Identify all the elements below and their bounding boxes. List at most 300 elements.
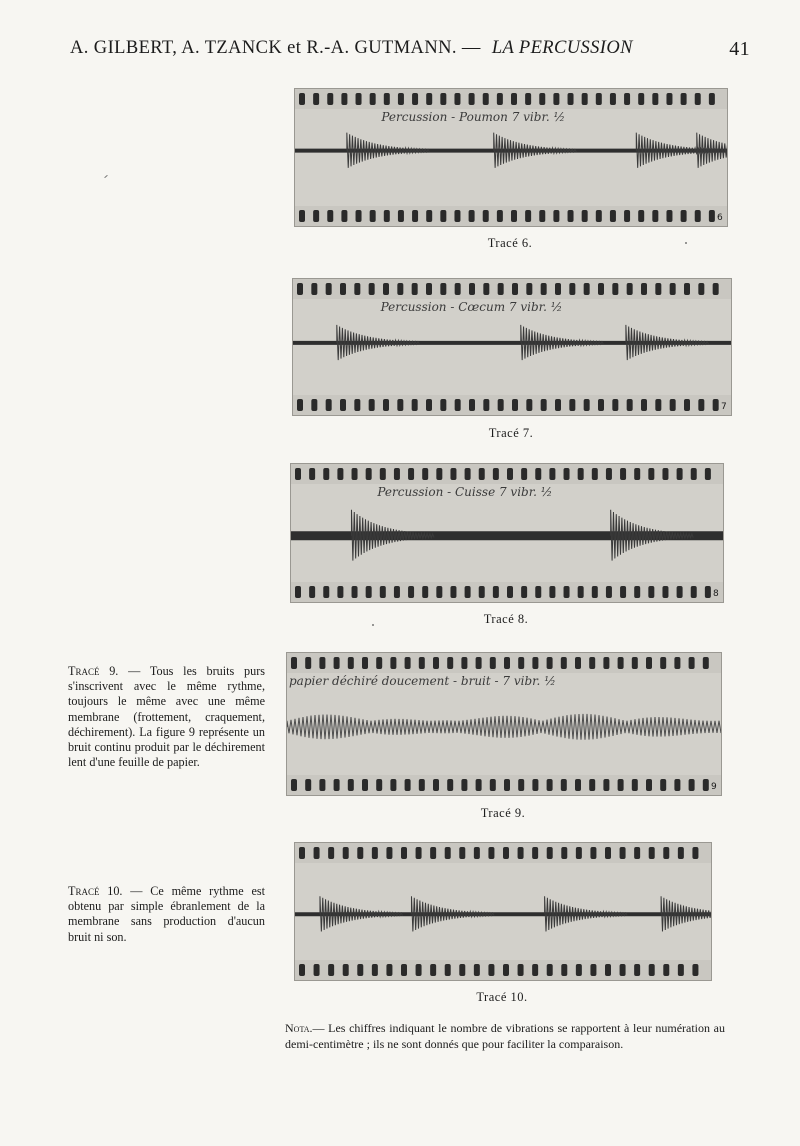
sprocket-hole: [655, 283, 661, 295]
sprocket-hole: [666, 93, 672, 105]
sprocket-hole: [605, 964, 611, 976]
sprocket-hole: [469, 93, 475, 105]
sprocket-hole: [352, 468, 358, 480]
sprocket-hole: [655, 399, 661, 411]
sprocket-hole: [397, 283, 403, 295]
nota-footnote: [285, 1020, 725, 1052]
sprocket-hole: [624, 93, 630, 105]
trace-9-caption: Tracé 9.: [480, 806, 526, 820]
sprocket-hole: [455, 283, 461, 295]
sprocket-hole: [401, 847, 407, 859]
sprocket-hole: [561, 657, 567, 669]
sprocket-hole: [380, 468, 386, 480]
nota-text: — Les chiffres indiquant le nombre de vibrations se rapportent à leur numération au demi-centimètre ; ils ne sont donnés que pour faciliter la comparaison.: [285, 1021, 725, 1051]
sprocket-hole: [309, 586, 315, 598]
sprocket-hole: [526, 399, 532, 411]
running-header: [70, 38, 750, 59]
sprocket-hole: [678, 964, 684, 976]
sprocket-hole: [507, 468, 513, 480]
print-speck: [372, 624, 374, 626]
sprocket-hole: [469, 210, 475, 222]
sprocket-hole: [422, 468, 428, 480]
sprocket-hole: [328, 964, 334, 976]
header-title: LA PERCUSSION: [491, 38, 633, 58]
sprocket-hole: [440, 283, 446, 295]
sprocket-hole: [568, 210, 574, 222]
sprocket-hole: [299, 93, 305, 105]
frame-number: 6: [717, 213, 723, 223]
sprocket-hole: [390, 657, 396, 669]
film-strip-drawing: [295, 89, 727, 226]
sprocket-hole: [465, 468, 471, 480]
sprocket-hole: [291, 657, 297, 669]
frame-number: 7: [721, 402, 727, 412]
sprocket-hole: [436, 586, 442, 598]
sprocket-hole: [465, 586, 471, 598]
sprocket-hole: [705, 468, 711, 480]
sprocket-hole: [341, 93, 347, 105]
sprocket-hole: [354, 283, 360, 295]
sprocket-hole: [497, 210, 503, 222]
sprocket-hole: [440, 399, 446, 411]
sprocket-hole: [447, 779, 453, 791]
trace-9-image: [286, 652, 722, 796]
sprocket-hole: [305, 657, 311, 669]
sprocket-hole: [493, 586, 499, 598]
sprocket-hole: [549, 586, 555, 598]
sprocket-hole: [334, 657, 340, 669]
handwritten-annotation: Percussion - Poumon 7 vibr. ½: [381, 110, 566, 124]
sprocket-hole: [646, 657, 652, 669]
sprocket-hole: [426, 399, 432, 411]
sprocket-hole: [709, 93, 715, 105]
sprocket-hole: [474, 964, 480, 976]
sprocket-hole: [440, 93, 446, 105]
sprocket-hole: [541, 399, 547, 411]
sprocket-hole: [314, 847, 320, 859]
sprocket-hole: [592, 468, 598, 480]
sprocket-hole: [390, 779, 396, 791]
sprocket-hole: [677, 468, 683, 480]
frame-number: 8: [713, 589, 719, 599]
sprocket-hole: [582, 93, 588, 105]
sprocket-hole: [532, 657, 538, 669]
sprocket-hole: [663, 964, 669, 976]
sprocket-hole: [689, 657, 695, 669]
sprocket-hole: [512, 283, 518, 295]
sprocket-hole: [692, 847, 698, 859]
page-number: 41: [729, 38, 750, 60]
sprocket-hole: [369, 399, 375, 411]
sprocket-hole: [488, 964, 494, 976]
sprocket-hole: [340, 283, 346, 295]
sprocket-hole: [386, 847, 392, 859]
sprocket-hole: [483, 399, 489, 411]
sprocket-hole: [412, 93, 418, 105]
sprocket-hole: [670, 399, 676, 411]
sprocket-hole: [634, 586, 640, 598]
sprocket-hole: [447, 657, 453, 669]
sprocket-hole: [525, 210, 531, 222]
sprocket-hole: [603, 779, 609, 791]
sprocket-hole: [297, 399, 303, 411]
sidenote-trace-9-lead: Tracé 9. —: [68, 664, 141, 678]
trace-10-image: [294, 842, 712, 981]
sprocket-hole: [662, 586, 668, 598]
sprocket-hole: [641, 283, 647, 295]
sprocket-hole: [610, 210, 616, 222]
sprocket-hole: [578, 468, 584, 480]
sprocket-hole: [327, 93, 333, 105]
sprocket-hole: [518, 964, 524, 976]
sprocket-hole: [620, 964, 626, 976]
trace-6-caption: Tracé 6.: [487, 236, 533, 250]
sprocket-hole: [555, 399, 561, 411]
trace-6-image: [294, 88, 728, 227]
sprocket-hole: [343, 847, 349, 859]
sprocket-hole: [561, 964, 567, 976]
sprocket-hole: [547, 657, 553, 669]
sprocket-hole: [627, 399, 633, 411]
sprocket-hole: [394, 586, 400, 598]
sprocket-hole: [297, 283, 303, 295]
sprocket-hole: [311, 283, 317, 295]
sprocket-hole: [299, 847, 305, 859]
trace-8-image: [290, 463, 724, 603]
sprocket-hole: [498, 399, 504, 411]
sprocket-hole: [354, 399, 360, 411]
sprocket-hole: [408, 468, 414, 480]
sprocket-hole: [681, 210, 687, 222]
sprocket-hole: [569, 399, 575, 411]
sprocket-hole: [397, 399, 403, 411]
sprocket-hole: [372, 964, 378, 976]
sprocket-hole: [691, 586, 697, 598]
sprocket-hole: [547, 964, 553, 976]
sprocket-hole: [681, 93, 687, 105]
sprocket-hole: [575, 779, 581, 791]
sprocket-hole: [620, 847, 626, 859]
sprocket-hole: [426, 210, 432, 222]
sprocket-hole: [698, 283, 704, 295]
sidenote-trace-10-lead: Tracé 10. —: [68, 884, 143, 898]
sprocket-hole: [603, 657, 609, 669]
sprocket-hole: [405, 657, 411, 669]
sidenote-trace-9-text: Tous les bruits purs s'inscrivent avec le même rythme, toujours le même avec une même membrane (frottement, craquement, déchirement). La figure 9 représente un bruit continu produit par le déchirement lent d'une feuille de papier.: [68, 664, 266, 770]
sprocket-hole: [469, 399, 475, 411]
sprocket-hole: [553, 210, 559, 222]
sprocket-hole: [589, 779, 595, 791]
sprocket-hole: [592, 586, 598, 598]
sprocket-hole: [412, 399, 418, 411]
sprocket-hole: [398, 210, 404, 222]
sprocket-hole: [584, 399, 590, 411]
sprocket-hole: [584, 283, 590, 295]
sprocket-hole: [299, 210, 305, 222]
sprocket-hole: [440, 210, 446, 222]
sprocket-hole: [526, 283, 532, 295]
sprocket-hole: [507, 586, 513, 598]
sprocket-hole: [445, 847, 451, 859]
frame-number: 9: [711, 782, 717, 792]
sprocket-hole: [610, 93, 616, 105]
sprocket-hole: [547, 779, 553, 791]
sprocket-hole: [511, 93, 517, 105]
sprocket-hole: [313, 210, 319, 222]
sprocket-hole: [490, 779, 496, 791]
sprocket-hole: [555, 283, 561, 295]
handwritten-annotation: Percussion - Cœcum 7 vibr. ½: [380, 300, 563, 314]
sprocket-hole: [589, 657, 595, 669]
sprocket-hole: [634, 468, 640, 480]
sprocket-hole: [684, 283, 690, 295]
sprocket-hole: [674, 657, 680, 669]
sprocket-hole: [535, 468, 541, 480]
sprocket-hole: [372, 847, 378, 859]
header-authors: A. GILBERT, A. TZANCK et R.-A. GUTMANN. —: [70, 38, 481, 58]
sprocket-hole: [632, 779, 638, 791]
trace-7-caption: Tracé 7.: [488, 426, 534, 440]
sprocket-hole: [590, 964, 596, 976]
sprocket-hole: [419, 657, 425, 669]
sprocket-hole: [493, 468, 499, 480]
sprocket-hole: [356, 210, 362, 222]
sprocket-hole: [564, 586, 570, 598]
sprocket-hole: [638, 210, 644, 222]
sprocket-hole: [366, 586, 372, 598]
sprocket-hole: [376, 657, 382, 669]
sprocket-hole: [547, 847, 553, 859]
sprocket-hole: [341, 210, 347, 222]
film-strip-drawing: [287, 653, 721, 795]
sprocket-hole: [518, 779, 524, 791]
sprocket-hole: [498, 283, 504, 295]
sprocket-hole: [518, 657, 524, 669]
trace-8-caption: Tracé 8.: [483, 612, 529, 626]
sprocket-hole: [578, 586, 584, 598]
sprocket-hole: [564, 468, 570, 480]
sprocket-hole: [612, 283, 618, 295]
sprocket-hole: [461, 657, 467, 669]
sprocket-hole: [337, 468, 343, 480]
sprocket-hole: [479, 468, 485, 480]
sprocket-hole: [634, 847, 640, 859]
sprocket-hole: [356, 93, 362, 105]
sprocket-hole: [454, 210, 460, 222]
sprocket-hole: [488, 847, 494, 859]
sprocket-hole: [648, 468, 654, 480]
sprocket-hole: [370, 210, 376, 222]
sprocket-hole: [598, 283, 604, 295]
sprocket-hole: [309, 468, 315, 480]
sprocket-hole: [479, 586, 485, 598]
film-strip-drawing: [295, 843, 711, 980]
sprocket-hole: [405, 779, 411, 791]
sprocket-hole: [618, 657, 624, 669]
sprocket-hole: [419, 779, 425, 791]
sprocket-hole: [703, 779, 709, 791]
sprocket-hole: [295, 586, 301, 598]
sprocket-hole: [521, 468, 527, 480]
sprocket-hole: [568, 93, 574, 105]
film-strip-drawing: [291, 464, 723, 602]
sprocket-hole: [532, 847, 538, 859]
sprocket-hole: [713, 399, 719, 411]
sprocket-hole: [459, 964, 465, 976]
sprocket-hole: [490, 657, 496, 669]
sprocket-hole: [695, 93, 701, 105]
sprocket-hole: [454, 93, 460, 105]
sprocket-hole: [383, 283, 389, 295]
sprocket-hole: [624, 210, 630, 222]
sprocket-hole: [561, 779, 567, 791]
sprocket-hole: [433, 779, 439, 791]
sprocket-hole: [569, 283, 575, 295]
sprocket-hole: [691, 468, 697, 480]
sprocket-hole: [709, 210, 715, 222]
handwritten-annotation: Percussion - Cuisse 7 vibr. ½: [377, 485, 553, 499]
sprocket-hole: [497, 93, 503, 105]
sprocket-hole: [532, 779, 538, 791]
sprocket-hole: [426, 93, 432, 105]
sprocket-hole: [525, 93, 531, 105]
sprocket-hole: [539, 210, 545, 222]
sprocket-hole: [689, 779, 695, 791]
sprocket-hole: [433, 657, 439, 669]
sprocket-hole: [476, 779, 482, 791]
sprocket-hole: [384, 210, 390, 222]
sprocket-hole: [612, 399, 618, 411]
sprocket-hole: [606, 586, 612, 598]
sprocket-hole: [632, 657, 638, 669]
sprocket-hole: [618, 779, 624, 791]
sprocket-hole: [660, 657, 666, 669]
sprocket-hole: [376, 779, 382, 791]
sprocket-hole: [582, 210, 588, 222]
handwritten-annotation: papier déchiré doucement - bruit - 7 vibr. ½: [289, 674, 556, 688]
sprocket-hole: [634, 964, 640, 976]
sprocket-hole: [340, 399, 346, 411]
sprocket-hole: [430, 964, 436, 976]
sprocket-hole: [652, 210, 658, 222]
sprocket-hole: [295, 468, 301, 480]
sprocket-hole: [476, 657, 482, 669]
sprocket-hole: [430, 847, 436, 859]
sidenote-trace-9: [68, 664, 265, 770]
sprocket-hole: [362, 779, 368, 791]
sprocket-hole: [512, 399, 518, 411]
sprocket-hole: [674, 779, 680, 791]
sprocket-hole: [713, 283, 719, 295]
sprocket-hole: [398, 93, 404, 105]
sidenote-trace-10-text: Ce même rythme est obtenu par simple ébranlement de la membrane sans production d'aucun bruit ni son.: [68, 884, 265, 944]
sprocket-hole: [319, 779, 325, 791]
sprocket-hole: [670, 283, 676, 295]
sprocket-hole: [660, 779, 666, 791]
sprocket-hole: [553, 93, 559, 105]
sprocket-hole: [590, 847, 596, 859]
sprocket-hole: [412, 210, 418, 222]
sprocket-hole: [459, 847, 465, 859]
sprocket-hole: [352, 586, 358, 598]
sprocket-hole: [641, 399, 647, 411]
sprocket-hole: [535, 586, 541, 598]
sprocket-hole: [299, 964, 305, 976]
sprocket-hole: [327, 210, 333, 222]
sprocket-hole: [483, 93, 489, 105]
sprocket-hole: [684, 399, 690, 411]
sprocket-hole: [620, 586, 626, 598]
sprocket-hole: [343, 964, 349, 976]
sprocket-hole: [532, 964, 538, 976]
sprocket-hole: [539, 93, 545, 105]
sprocket-hole: [627, 283, 633, 295]
sprocket-hole: [620, 468, 626, 480]
sprocket-hole: [677, 586, 683, 598]
sprocket-hole: [561, 847, 567, 859]
sprocket-hole: [422, 586, 428, 598]
sprocket-hole: [436, 468, 442, 480]
sprocket-hole: [518, 847, 524, 859]
sprocket-hole: [663, 847, 669, 859]
sprocket-hole: [326, 399, 332, 411]
sprocket-hole: [362, 657, 368, 669]
sprocket-hole: [369, 283, 375, 295]
sprocket-hole: [483, 283, 489, 295]
sprocket-hole: [366, 468, 372, 480]
sprocket-hole: [575, 657, 581, 669]
film-strip-drawing: [293, 279, 731, 415]
sprocket-hole: [649, 847, 655, 859]
sprocket-hole: [455, 399, 461, 411]
sprocket-hole: [652, 93, 658, 105]
print-speck: [104, 175, 108, 178]
sprocket-hole: [357, 964, 363, 976]
sprocket-hole: [596, 210, 602, 222]
sprocket-hole: [383, 399, 389, 411]
sprocket-hole: [291, 779, 297, 791]
sprocket-hole: [503, 847, 509, 859]
sprocket-hole: [521, 586, 527, 598]
sprocket-hole: [380, 586, 386, 598]
sprocket-hole: [483, 210, 489, 222]
sprocket-hole: [474, 847, 480, 859]
sprocket-hole: [504, 657, 510, 669]
sprocket-hole: [416, 964, 422, 976]
sprocket-hole: [649, 964, 655, 976]
sprocket-hole: [323, 468, 329, 480]
sprocket-hole: [678, 847, 684, 859]
sprocket-hole: [450, 468, 456, 480]
print-speck: [685, 242, 687, 244]
sprocket-hole: [450, 586, 456, 598]
sprocket-hole: [576, 964, 582, 976]
sprocket-hole: [606, 468, 612, 480]
sprocket-hole: [638, 93, 644, 105]
sprocket-hole: [461, 779, 467, 791]
sprocket-hole: [401, 964, 407, 976]
sprocket-hole: [319, 657, 325, 669]
sprocket-hole: [445, 964, 451, 976]
sprocket-hole: [596, 93, 602, 105]
sprocket-hole: [648, 586, 654, 598]
sprocket-hole: [662, 468, 668, 480]
sprocket-hole: [576, 847, 582, 859]
sprocket-hole: [357, 847, 363, 859]
sprocket-hole: [416, 847, 422, 859]
sprocket-hole: [598, 399, 604, 411]
sprocket-hole: [334, 779, 340, 791]
